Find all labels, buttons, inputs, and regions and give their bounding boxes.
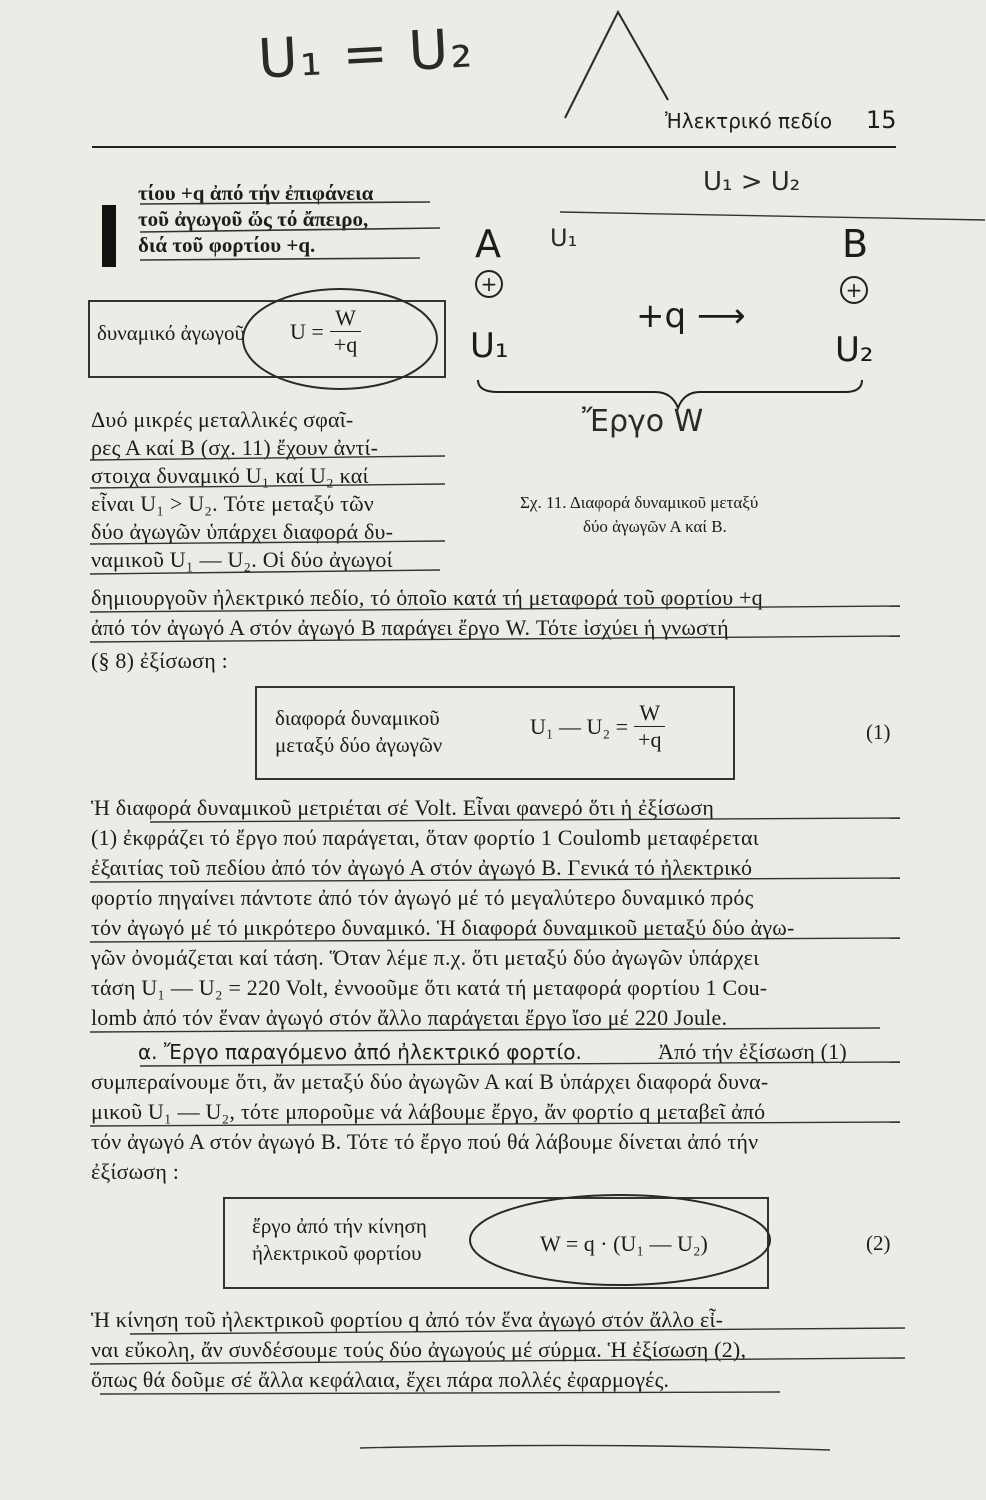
paragraph-line: τάση U₁ — U₂ = 220 Volt, ἐννοοῦμε ὅτι κατά τή μεταφορά φορτίου 1 Cou- — [91, 975, 768, 1000]
paragraph-line: (1) ἐκφράζει τό ἔργο πού παράγεται, ὅταν φορτίο 1 Coulomb μεταφέρεται — [91, 825, 759, 850]
underline — [90, 938, 900, 942]
figure-u1: U₁ — [470, 326, 509, 366]
paragraph-line: (§ 8) ἐξίσωση : — [91, 648, 228, 673]
paragraph-line: τόν ἀγωγό μέ τό μικρότερο δυναμικό. Ἡ διαφορά δυναμικοῦ μεταξύ δύο ἀγω- — [91, 915, 795, 940]
charge-arrow: +q ⟶ — [636, 296, 746, 336]
paragraph-line: μικοῦ U₁ — U₂, τότε μποροῦμε νά λάβουμε ἔργο, ἄν φορτίο q μεταβεῖ ἀπό — [91, 1099, 766, 1124]
figure-label-a: A — [475, 222, 501, 266]
section-a-title: α. Ἔργο παραγόμενο ἀπό ἠλεκτρικό φορτίο. — [138, 1040, 582, 1064]
paragraph-line: δημιουργοῦν ἠλεκτρικό πεδίο, τό ὁποῖο κατά τή μεταφορά τοῦ φορτίου +q — [91, 585, 763, 610]
figure-caption-1: Σχ. 11. Διαφορά δυναμικοῦ μεταξύ — [520, 493, 759, 512]
equation-1-label-line: διαφορά δυναμικοῦ — [275, 706, 440, 730]
paragraph-line: Ἡ διαφορά δυναμικοῦ μετριέται σέ Volt. Εἶναι φανερό ὅτι ἡ ἐξίσωση — [91, 795, 715, 820]
left-col-line: στοιχα δυναμικό U₁ καί U₂ καί — [91, 463, 369, 488]
hand-stroke — [560, 212, 985, 220]
figure-brace — [478, 380, 862, 408]
equation-1-label-line: μεταξύ δύο ἀγωγῶν — [275, 733, 443, 757]
handwritten-work: Ἔργο W — [582, 404, 704, 439]
potential-denominator: +q — [333, 332, 358, 357]
potential-numerator: W — [330, 305, 361, 332]
underline — [140, 258, 420, 260]
underline — [100, 1392, 780, 1394]
sidebar-line: τοῦ ἀγωγοῦ ὥς τό ἄπειρο, — [138, 207, 369, 231]
underline — [90, 484, 445, 488]
equation-1-lhs: U₁ — U₂ = — [530, 713, 629, 739]
page-number: 15 — [866, 106, 897, 134]
running-title: Ἠλεκτρικό πεδίο — [665, 109, 833, 133]
paragraph-line: συμπεραίνουμε ὅτι, ἄν μεταξύ δύο ἀγωγῶν Α καί Β ὑπάρχει διαφορά δυνα- — [91, 1069, 769, 1094]
paragraph-line: ἐξίσωση : — [91, 1159, 180, 1184]
paragraph-line: ἐξαιτίας τοῦ πεδίου ἀπό τόν ἀγωγό Α στόν ἀγωγό Β. Γενικά τό ἠλεκτρικό — [91, 855, 753, 880]
underline — [90, 878, 900, 882]
underline — [90, 456, 445, 460]
hand-stroke — [360, 1445, 830, 1450]
equation-2-formula: W = q · (U₁ — U₂) — [540, 1231, 708, 1256]
sphere-a: + — [475, 270, 503, 298]
handwritten-equation: U₁ = U₂ — [256, 16, 476, 91]
underline — [90, 570, 440, 574]
sphere-b: + — [840, 276, 868, 304]
underline — [90, 1028, 880, 1032]
handwritten-triangle — [565, 12, 668, 118]
figure-label-b: B — [842, 222, 869, 266]
left-col-line: Δυό μικρές μεταλλικές σφαῖ- — [91, 407, 354, 432]
paragraph-line: ναι εὔκολη, ἄν συνδέσουμε τούς δύο ἀγωγούς μέ σύρμα. Ἡ ἐξίσωση (2), — [91, 1337, 747, 1362]
left-col-line: ρες Α καί Β (σχ. 11) ἔχουν ἀντί- — [91, 435, 379, 460]
left-col-line: εἶναι U₁ > U₂. Τότε μεταξύ τῶν — [91, 491, 374, 516]
underline — [140, 1062, 900, 1066]
potential-lhs: U = — [290, 318, 324, 344]
paragraph-line: ἀπό τόν ἀγωγό Α στόν ἀγωγό Β παράγει ἔργο W. Τότε ἰσχύει ἡ γνωστή — [91, 615, 729, 640]
underline — [150, 818, 900, 822]
handwritten-inequality: U₁ > U₂ — [703, 167, 801, 197]
underline — [140, 202, 430, 204]
paragraph-line: ὅπως θά δοῦμε σέ ἄλλα κεφάλαια, ἔχει πάρα πολλές ἐφαρμογές. — [91, 1367, 670, 1392]
paragraph-line: γῶν ὀνομάζεται καί τάση. Ὅταν λέμε π.χ. ὅτι μεταξύ δύο ἀγωγῶν ὑπάρχει — [91, 945, 760, 970]
equation-1-number: (1) — [866, 720, 891, 744]
underline — [90, 541, 445, 544]
paragraph-line: lomb ἀπό τόν ἕναν ἀγωγό στόν ἄλλο παράγεται ἔργο ἴσο μέ 220 Joule. — [91, 1005, 728, 1030]
paragraph-line: τόν ἀγωγό Α στόν ἀγωγό Β. Τότε τό ἔργο πού θά λάβουμε δίνεται ἀπό τήν — [91, 1129, 759, 1154]
underline — [90, 606, 900, 612]
sidebar-line: τίου +q ἀπό τήν ἐπιφάνεια — [138, 181, 374, 205]
handwritten-v1: U₁ — [550, 224, 578, 252]
figure-u2: U₂ — [835, 330, 874, 370]
underline — [90, 1358, 905, 1364]
paragraph-line: Ἡ κίνηση τοῦ ἠλεκτρικοῦ φορτίου q ἀπό τόν ἕνα ἀγωγό στόν ἄλλο εἶ- — [91, 1307, 724, 1332]
left-col-line: δύο ἀγωγῶν ὑπάρχει διαφορά δυ- — [91, 519, 394, 544]
equation-1-numerator: W — [634, 700, 665, 727]
left-col-line: ναμικοῦ U₁ — U₂. Οἱ δύο ἀγωγοί — [91, 547, 393, 572]
sidebar-line: διά τοῦ φορτίου +q. — [138, 233, 316, 257]
handwritten-circle-equation-2 — [470, 1195, 770, 1285]
underline — [140, 228, 440, 232]
potential-label: δυναμικό ἀγωγοῦ — [97, 321, 245, 345]
underline — [90, 636, 900, 642]
equation-1-denominator: +q — [638, 727, 662, 752]
section-a-line-rest: Ἀπό τήν ἐξίσωση (1) — [658, 1039, 847, 1064]
equation-2-label-line: ἠλεκτρικοῦ φορτίου — [252, 1241, 422, 1265]
equation-2-number: (2) — [866, 1231, 891, 1255]
equation-2-label-line: ἔργο ἀπό τήν κίνηση — [252, 1214, 427, 1238]
paragraph-line: φορτίο πηγαίνει πάντοτε ἀπό τόν ἀγωγό μέ τό μεγαλύτερο δυναμικό πρός — [91, 885, 754, 910]
underline — [90, 1122, 900, 1126]
handwritten-circle-potential — [243, 289, 437, 389]
figure-caption-2: δύο ἀγωγῶν Α καί Β. — [583, 517, 727, 536]
underline — [130, 1328, 905, 1334]
